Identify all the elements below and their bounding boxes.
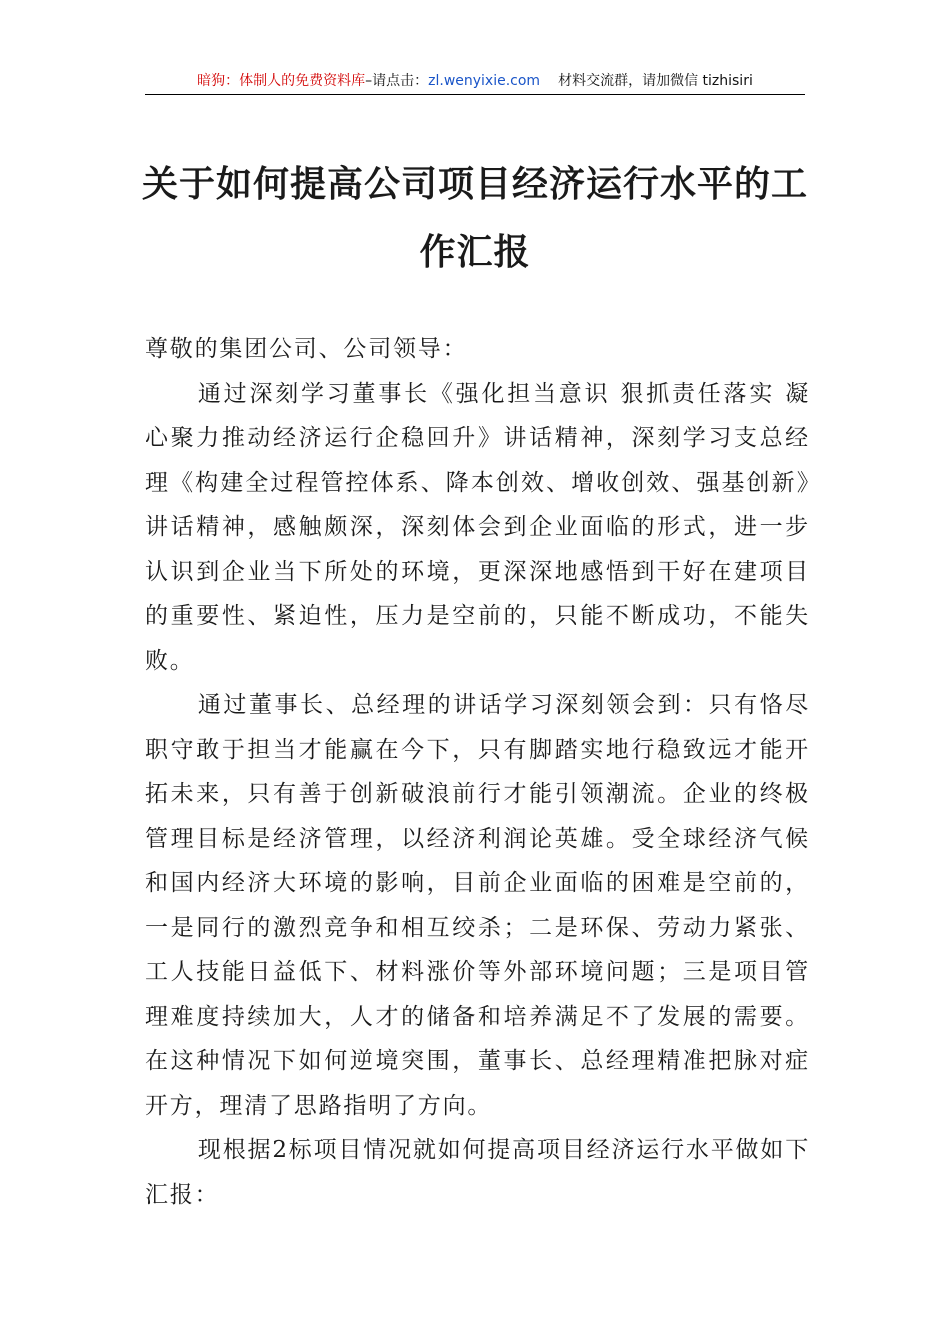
header-link[interactable]: zl.wenyixie.com [428, 73, 541, 89]
document-body [145, 327, 810, 1217]
salutation: 尊敬的集团公司、公司领导： [145, 336, 468, 362]
header-wechat-note: 材料交流群，请加微信 tizhisiri [558, 73, 753, 89]
header-spacer [540, 70, 558, 94]
document-title [140, 150, 810, 286]
paragraph-3: 现根据2标项目情况就如何提高项目经济运行水平做如下汇报： [145, 1137, 810, 1208]
title-line-2: 作汇报 [419, 231, 531, 273]
paragraph-2: 通过董事长、总经理的讲话学习深刻领会到：只有恪尽职守敢于担当才能赢在今下，只有脚踏实地行稳致远才能开拓未来，只有善于创新破浪前行才能引领潮流。企业的终极管理目标是经济管理，以经济利润论英雄。受全球经济气候和国内经济大环境的影响，目前企业面临的困难是空前的，一是同行的激烈竞争和相互绞杀；二是环保、劳动力紧张、工人技能日益低下、材料涨价等外部环境问题；三是项目管理难度持续加大，人才的储备和培养满足不了发展的需要。在这种情况下如何逆境突围，董事长、总经理精准把脉对症开方，理清了思路指明了方向。 [145, 692, 810, 1119]
title-line-1: 关于如何提高公司项目经济运行水平的工 [141, 163, 808, 205]
page-header [145, 70, 805, 95]
header-prompt: –请点击： [365, 73, 429, 89]
header-site-name: 暗狗：体制人的免费资料库 [197, 73, 366, 89]
paragraph-1: 通过深刻学习董事长《强化担当意识 狠抓责任落实 凝心聚力推动经济运行企稳回升》讲话精神，深刻学习支总经理《构建全过程管控体系、降本创效、增收创效、强基创新》讲话精神，感触颇深，深刻体会到企业面临的形式，进一步认识到企业当下所处的环境，更深深地感悟到干好在建项目的重要性、紧迫性，压力是空前的，只能不断成功，不能失败。 [145, 380, 810, 674]
